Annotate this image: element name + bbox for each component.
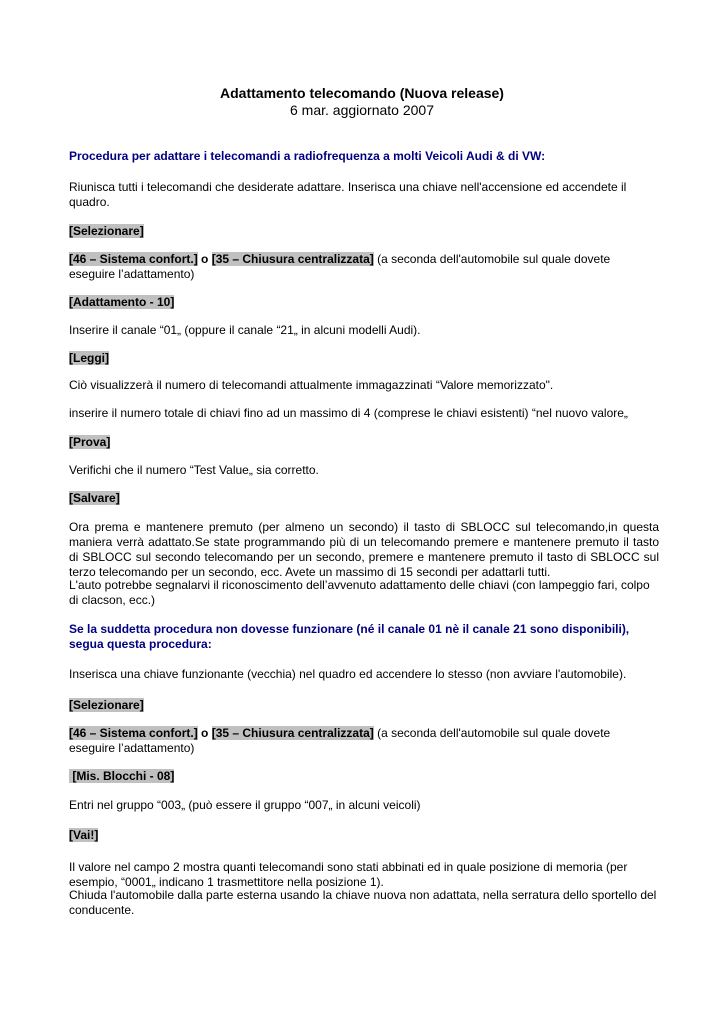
- save-label: [Salvare]: [69, 491, 120, 505]
- section2-blocks-step: [69, 769, 659, 784]
- save-text: Ora prema e mantenere premuto (per almeno un secondo) il tasto di SBLOCC sul telecomando,in questa maniera verrà adattato.Se state programmando più di un telecomando premere e mantenere premuto il tasto di SBLOCC sul secondo telecomando per un secondo, premere e mantenere premuto il tasto di SBLOCC sul terzo telecomando per un secondo, ecc. Avete un massimo di 15 secondi per adattarli tutti.: [69, 520, 659, 579]
- go-label: [Vai!]: [69, 828, 99, 842]
- section2-select-step: [69, 698, 659, 713]
- select-label-2: [Selezionare]: [69, 698, 144, 712]
- section2-intro: Inserisca una chiave funzionante (vecchia) nel quadro ed accendere lo stesso (non avviare l'automobile).: [69, 667, 627, 681]
- document-date: 6 mar. aggiornato 2007: [290, 102, 434, 118]
- section1-select-step: [69, 224, 659, 239]
- option-or: o: [197, 252, 212, 266]
- section1-options: [69, 252, 659, 282]
- blocks-label: [Mis. Blocchi - 08]: [69, 769, 175, 783]
- option-comfort-system: [46 – Sistema confort.]: [69, 252, 198, 266]
- section2-heading: Se la suddetta procedura non dovesse funzionare (né il canale 01 nè il canale 21 sono disponibili), segua questa procedura:: [69, 622, 630, 651]
- section1-intro: Riunisca tutti i telecomandi che desiderate adattare. Inserisca una chiave nell'accensione ed accendete il quadro.: [69, 180, 627, 209]
- group-text: Entri nel gruppo “003„ (può essere il gruppo “007„ in alcuni veicoli): [69, 798, 421, 812]
- option-note-2: (a seconda dell'automobile sul quale dovete eseguire l’adattamento): [69, 726, 611, 755]
- option-comfort-system-2: [46 – Sistema confort.]: [69, 726, 198, 740]
- option-central-locking: [35 – Chiusura centralizzata]: [211, 252, 374, 266]
- section1-heading: Procedura per adattare i telecomandi a radiofrequenza a molti Veicoli Audi & di VW:: [69, 149, 546, 163]
- document-title: Adattamento telecomando (Nuova release): [220, 85, 504, 101]
- section2-options: [69, 726, 659, 756]
- test-label: [Prova]: [69, 435, 111, 449]
- section1-save-step: [69, 491, 659, 506]
- read-text-2: inserire il numero totale di chiavi fino ad un massimo di 4 (comprese le chiavi esistenti) “nel nuovo valore„: [69, 406, 628, 420]
- section1-test-step: [69, 435, 659, 450]
- read-label: [Leggi]: [69, 351, 109, 365]
- section1-adapt-step: [69, 295, 659, 310]
- result-text: Il valore nel campo 2 mostra quanti telecomandi sono stati abbinati ed in quale posizione di memoria (per esempio, “0001„ indicano 1 trasmettitore nella posizione 1).: [69, 860, 628, 889]
- select-label: [Selezionare]: [69, 224, 144, 238]
- section1-read-step: [69, 351, 659, 366]
- channel-text: Inserire il canale “01„ (oppure il canale “21„ in alcuni modelli Audi).: [69, 323, 421, 337]
- read-text-1: Ciò visualizzerà il numero di telecomandi attualmente immagazzinati “Valore memorizzato".: [69, 378, 554, 392]
- option-central-locking-2: [35 – Chiusura centralizzata]: [211, 726, 374, 740]
- save-text-2: L'auto potrebbe segnalarvi il riconoscimento dell’avvenuto adattamento delle chiavi (con lampeggio fari, colpo di clacson, ecc.): [69, 578, 650, 607]
- option-or-2: o: [197, 726, 212, 740]
- option-note: (a seconda dell'automobile sul quale dovete eseguire l’adattamento): [69, 252, 611, 281]
- adapt-label: [Adattamento - 10]: [69, 295, 175, 309]
- test-text: Verifichi che il numero “Test Value„ sia corretto.: [69, 463, 319, 477]
- result-text-2: Chiuda l'automobile dalla parte esterna usando la chiave nuova non adattata, nella serratura dello sportello del conducente.: [69, 888, 657, 917]
- section2-go-step: [69, 828, 659, 843]
